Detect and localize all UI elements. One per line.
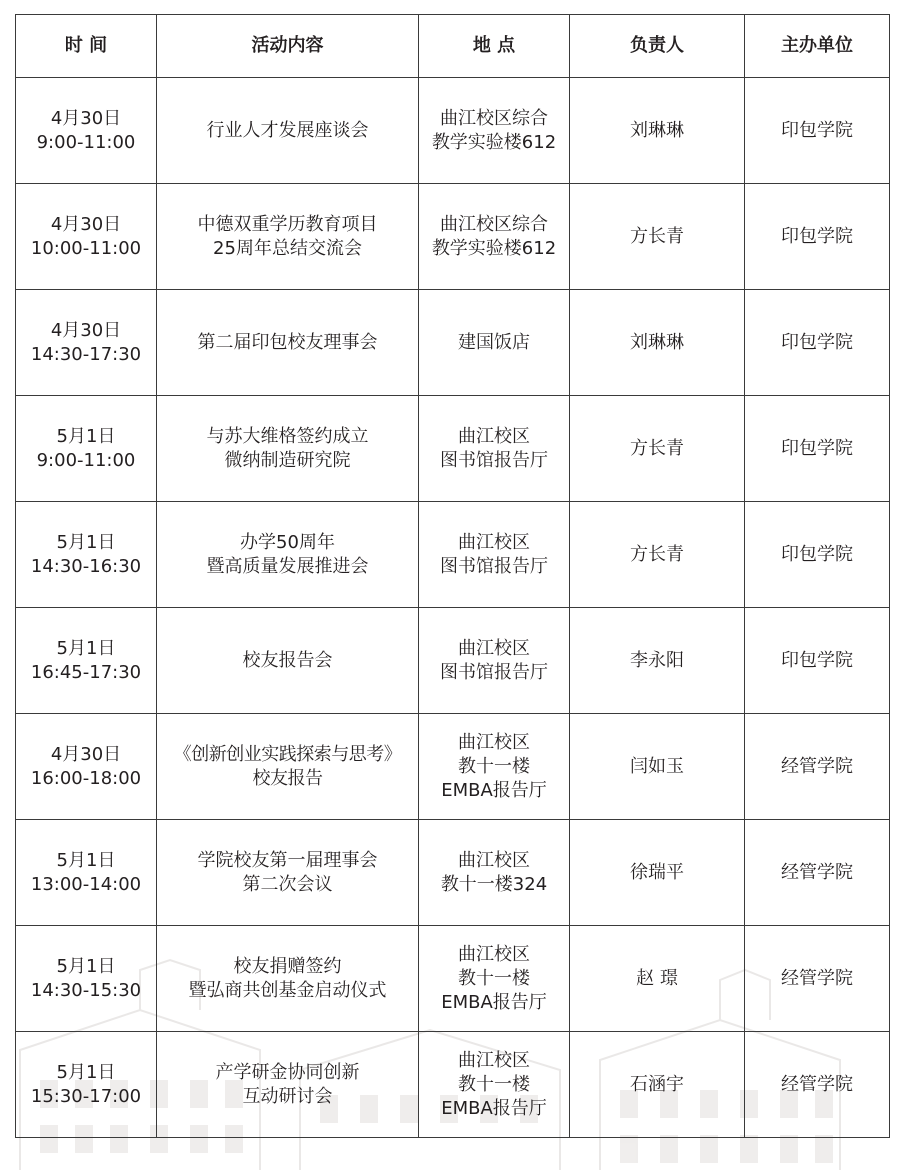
table-row bbox=[16, 184, 890, 290]
header-row bbox=[16, 15, 890, 78]
content-cell: 中德双重学历教育项目 25周年总结交流会 bbox=[157, 184, 419, 290]
table-row bbox=[16, 290, 890, 396]
content-cell: 《创新创业实践探索与思考》 校友报告 bbox=[157, 714, 419, 820]
org-cell: 经管学院 bbox=[745, 1032, 890, 1138]
content-cell: 产学研金协同创新 互动研讨会 bbox=[157, 1032, 419, 1138]
place-cell: 曲江校区 图书馆报告厅 bbox=[419, 608, 570, 714]
org-cell: 印包学院 bbox=[745, 608, 890, 714]
place-cell: 曲江校区 教十一楼 EMBA报告厅 bbox=[419, 1032, 570, 1138]
time-cell: 5月1日 13:00-14:00 bbox=[16, 820, 157, 926]
table-row bbox=[16, 926, 890, 1032]
org-cell: 印包学院 bbox=[745, 78, 890, 184]
header-person: 负责人 bbox=[570, 15, 745, 78]
time-cell: 5月1日 15:30-17:00 bbox=[16, 1032, 157, 1138]
person-cell: 方长青 bbox=[570, 502, 745, 608]
time-cell: 5月1日 14:30-16:30 bbox=[16, 502, 157, 608]
activity-schedule-table bbox=[15, 14, 890, 1138]
table-row bbox=[16, 78, 890, 184]
person-cell: 方长青 bbox=[570, 184, 745, 290]
person-cell: 闫如玉 bbox=[570, 714, 745, 820]
place-cell: 曲江校区 图书馆报告厅 bbox=[419, 502, 570, 608]
org-cell: 经管学院 bbox=[745, 820, 890, 926]
time-cell: 4月30日 10:00-11:00 bbox=[16, 184, 157, 290]
place-cell: 曲江校区综合 教学实验楼612 bbox=[419, 184, 570, 290]
time-cell: 5月1日 16:45-17:30 bbox=[16, 608, 157, 714]
content-cell: 校友捐赠签约 暨弘商共创基金启动仪式 bbox=[157, 926, 419, 1032]
org-cell: 印包学院 bbox=[745, 502, 890, 608]
time-cell: 5月1日 9:00-11:00 bbox=[16, 396, 157, 502]
header-place: 地 点 bbox=[419, 15, 570, 78]
time-cell: 4月30日 14:30-17:30 bbox=[16, 290, 157, 396]
content-cell: 办学50周年 暨高质量发展推进会 bbox=[157, 502, 419, 608]
table-row bbox=[16, 502, 890, 608]
person-cell: 徐瑞平 bbox=[570, 820, 745, 926]
place-cell: 建国饭店 bbox=[419, 290, 570, 396]
org-cell: 印包学院 bbox=[745, 290, 890, 396]
person-cell: 李永阳 bbox=[570, 608, 745, 714]
content-cell: 学院校友第一届理事会 第二次会议 bbox=[157, 820, 419, 926]
place-cell: 曲江校区综合 教学实验楼612 bbox=[419, 78, 570, 184]
person-cell: 刘琳琳 bbox=[570, 290, 745, 396]
table-row bbox=[16, 1032, 890, 1138]
content-cell: 与苏大维格签约成立 微纳制造研究院 bbox=[157, 396, 419, 502]
time-cell: 4月30日 9:00-11:00 bbox=[16, 78, 157, 184]
org-cell: 印包学院 bbox=[745, 184, 890, 290]
place-cell: 曲江校区 图书馆报告厅 bbox=[419, 396, 570, 502]
content-cell: 第二届印包校友理事会 bbox=[157, 290, 419, 396]
table-row bbox=[16, 396, 890, 502]
table-row bbox=[16, 714, 890, 820]
person-cell: 赵 璟 bbox=[570, 926, 745, 1032]
place-cell: 曲江校区 教十一楼324 bbox=[419, 820, 570, 926]
place-cell: 曲江校区 教十一楼 EMBA报告厅 bbox=[419, 714, 570, 820]
table-row bbox=[16, 820, 890, 926]
time-cell: 5月1日 14:30-15:30 bbox=[16, 926, 157, 1032]
place-cell: 曲江校区 教十一楼 EMBA报告厅 bbox=[419, 926, 570, 1032]
person-cell: 刘琳琳 bbox=[570, 78, 745, 184]
header-org: 主办单位 bbox=[745, 15, 890, 78]
content-cell: 校友报告会 bbox=[157, 608, 419, 714]
person-cell: 方长青 bbox=[570, 396, 745, 502]
header-time: 时 间 bbox=[16, 15, 157, 78]
org-cell: 印包学院 bbox=[745, 396, 890, 502]
person-cell: 石涵宇 bbox=[570, 1032, 745, 1138]
org-cell: 经管学院 bbox=[745, 714, 890, 820]
time-cell: 4月30日 16:00-18:00 bbox=[16, 714, 157, 820]
org-cell: 经管学院 bbox=[745, 926, 890, 1032]
table-row bbox=[16, 608, 890, 714]
header-content: 活动内容 bbox=[157, 15, 419, 78]
content-cell: 行业人才发展座谈会 bbox=[157, 78, 419, 184]
